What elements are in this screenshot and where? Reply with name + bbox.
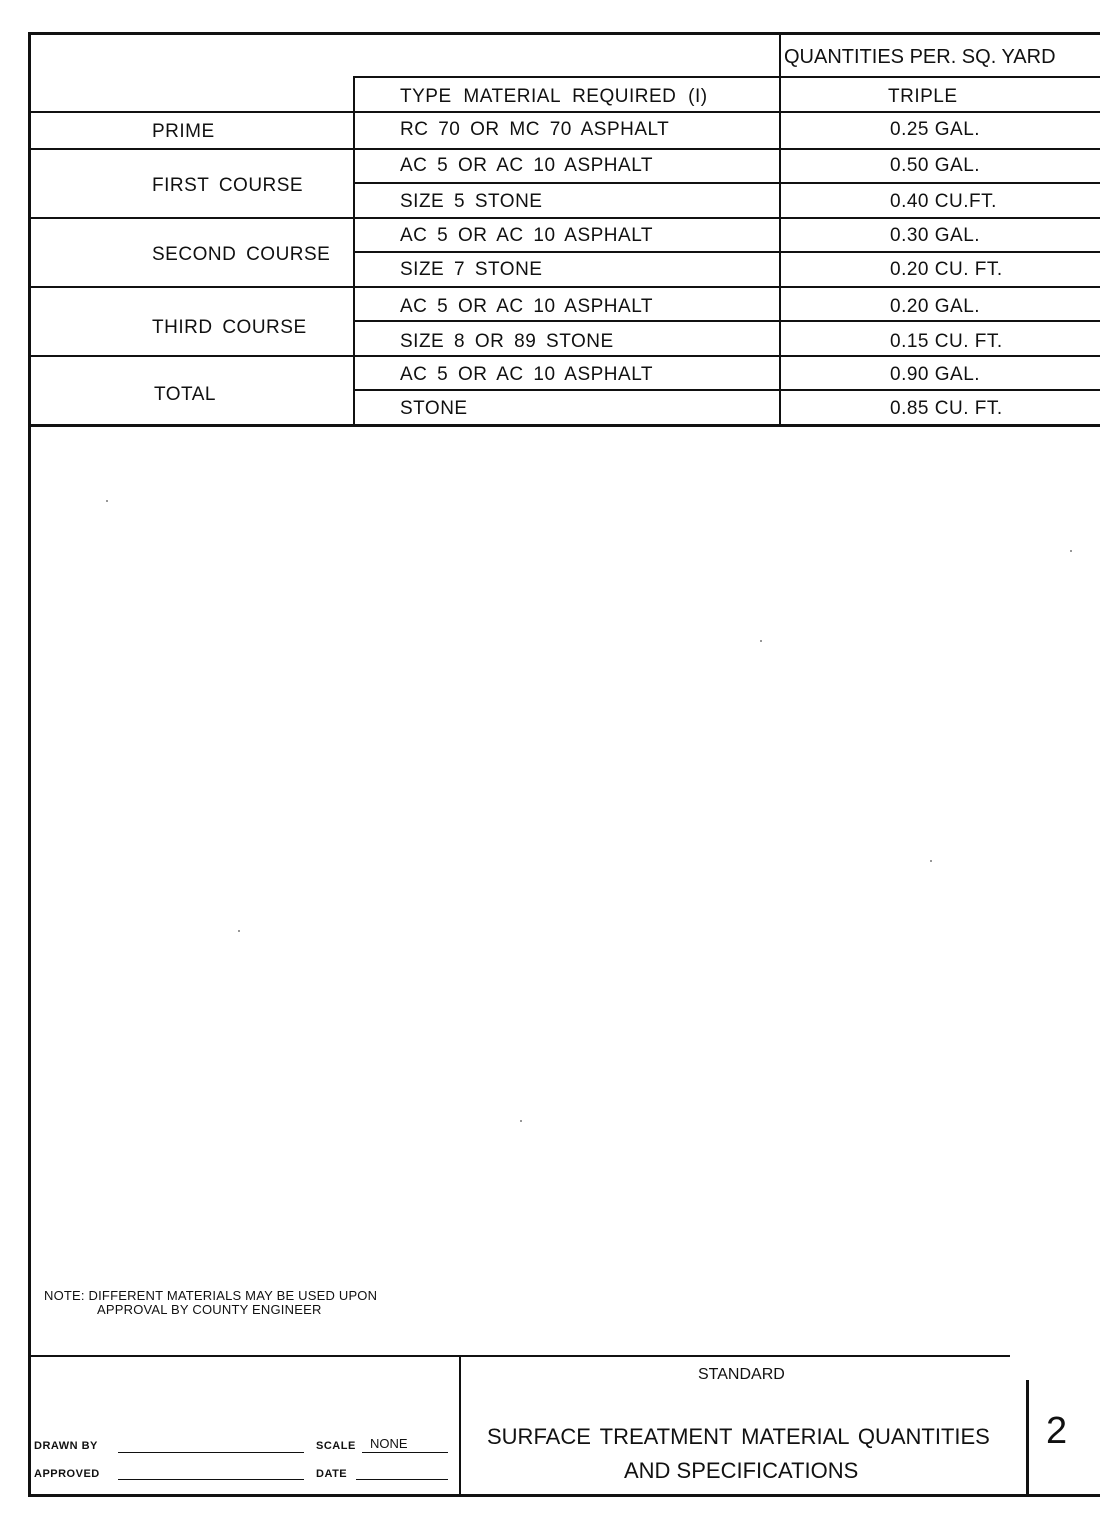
row-rule xyxy=(353,389,1100,391)
scale-value: NONE xyxy=(370,1436,408,1451)
scale-line xyxy=(362,1452,448,1453)
scan-speck xyxy=(1070,550,1072,552)
scan-speck xyxy=(238,930,240,932)
quantity-cell: 0.15 CU. FT. xyxy=(890,331,1003,352)
header-bottom-rule xyxy=(28,111,1100,113)
material-cell: SIZE 5 STONE xyxy=(400,191,543,212)
header-quantities: QUANTITIES PER. SQ. YARD xyxy=(784,46,1056,68)
material-cell: AC 5 OR AC 10 ASPHALT xyxy=(400,155,653,176)
scale-label: SCALE xyxy=(316,1440,356,1452)
material-cell: AC 5 OR AC 10 ASPHALT xyxy=(400,225,653,246)
table-divider-right xyxy=(779,32,781,425)
scan-speck xyxy=(106,500,108,502)
drawing-title-line-1: SURFACE TREATMENT MATERIAL QUANTITIES xyxy=(487,1424,990,1449)
group-label: PRIME xyxy=(152,121,215,142)
drawn-by-label: DRAWN BY xyxy=(34,1440,98,1452)
approved-line xyxy=(118,1479,304,1480)
material-cell: RC 70 OR MC 70 ASPHALT xyxy=(400,119,670,140)
scan-speck xyxy=(760,640,762,642)
sheet-number: 2 xyxy=(1046,1410,1068,1452)
quantity-cell: 0.30 GAL. xyxy=(890,225,981,246)
sheet-number-divider xyxy=(1026,1380,1029,1495)
material-cell: STONE xyxy=(400,398,468,419)
group-label: TOTAL xyxy=(154,384,216,405)
row-rule xyxy=(353,251,1100,253)
title-block-top-rule xyxy=(28,1355,1010,1357)
group-label: THIRD COURSE xyxy=(152,317,307,338)
drawn-by-line xyxy=(118,1452,304,1453)
header-triple: TRIPLE xyxy=(888,86,958,107)
group-rule xyxy=(28,217,1100,219)
group-label: FIRST COURSE xyxy=(152,175,304,196)
group-rule xyxy=(28,355,1100,357)
scan-speck xyxy=(520,1120,522,1122)
quantity-cell: 0.85 CU. FT. xyxy=(890,398,1003,419)
drawing-title-line-2: AND SPECIFICATIONS xyxy=(624,1458,859,1483)
quantity-cell: 0.90 GAL. xyxy=(890,364,981,385)
title-block-divider xyxy=(459,1355,461,1495)
material-cell: AC 5 OR AC 10 ASPHALT xyxy=(400,296,653,317)
quantity-cell: 0.40 CU.FT. xyxy=(890,191,997,212)
group-label: SECOND COURSE xyxy=(152,244,331,265)
material-cell: AC 5 OR AC 10 ASPHALT xyxy=(400,364,653,385)
table-bottom-rule xyxy=(28,424,1100,427)
note-line-2: APPROVAL BY COUNTY ENGINEER xyxy=(97,1302,322,1317)
note-line-1: NOTE: DIFFERENT MATERIALS MAY BE USED UPON xyxy=(44,1288,378,1303)
group-rule xyxy=(28,148,1100,150)
group-rule xyxy=(28,286,1100,288)
quantity-cell: 0.20 GAL. xyxy=(890,296,981,317)
quantity-cell: 0.25 GAL. xyxy=(890,119,981,140)
quantity-cell: 0.20 CU. FT. xyxy=(890,259,1003,280)
material-cell: SIZE 8 OR 89 STONE xyxy=(400,331,614,352)
standard-label: STANDARD xyxy=(698,1366,785,1383)
date-label: DATE xyxy=(316,1468,348,1480)
material-cell: SIZE 7 STONE xyxy=(400,259,543,280)
quantity-cell: 0.50 GAL. xyxy=(890,155,981,176)
row-rule xyxy=(353,182,1100,184)
header-type-material: TYPE MATERIAL REQUIRED (I) xyxy=(400,86,708,107)
scan-speck xyxy=(930,860,932,862)
approved-label: APPROVED xyxy=(34,1468,100,1480)
row-rule xyxy=(353,320,1100,322)
header-rule xyxy=(353,76,1100,78)
date-line xyxy=(356,1479,448,1480)
